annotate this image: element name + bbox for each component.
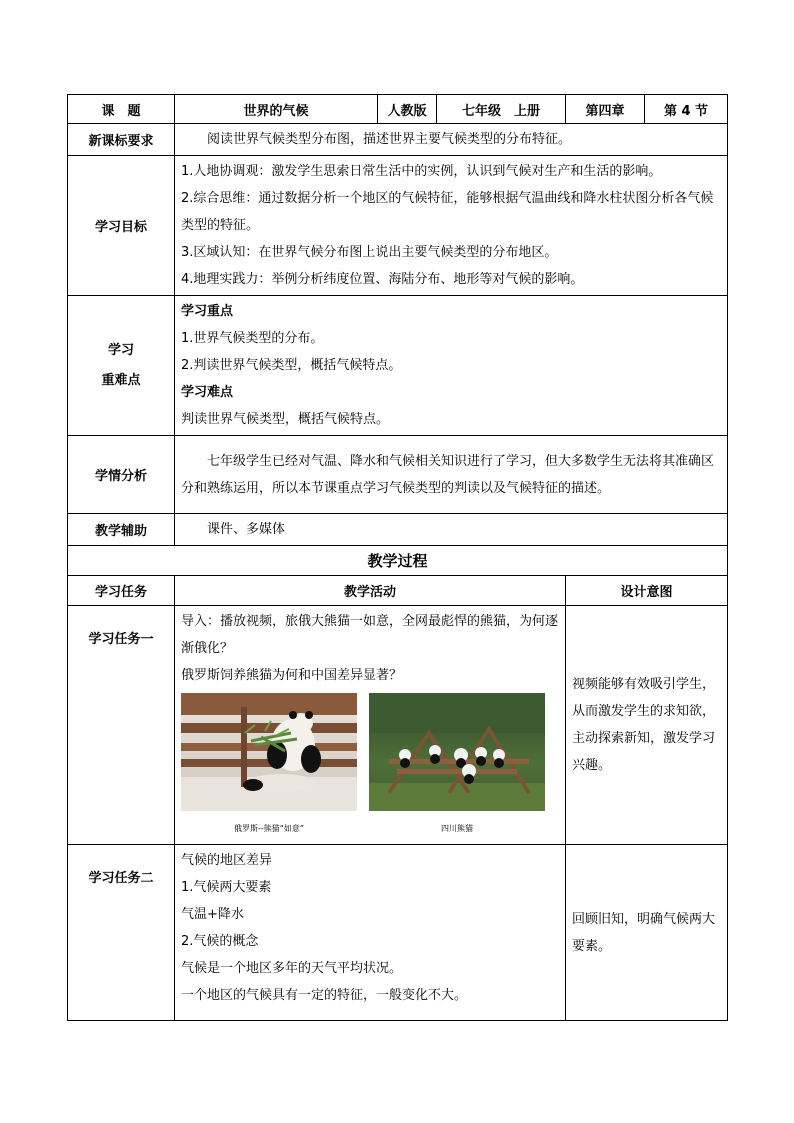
section: 第 4 节: [645, 95, 728, 124]
task2-line: 气候的地区差异: [181, 853, 273, 868]
analysis-label: 学情分析: [68, 436, 175, 514]
task2-label: 学习任务二: [68, 845, 175, 1021]
analysis-row: [68, 436, 728, 514]
process-title-row: [68, 546, 728, 576]
caption-russia: 俄罗斯--熊猫“如意”: [233, 824, 305, 833]
caption-sichuan: 四川熊猫: [441, 824, 473, 833]
process-title: 教学过程: [68, 546, 728, 576]
task2-line: 气温+降水: [181, 907, 244, 922]
lesson-plan-table: [67, 94, 728, 1021]
key-points-label: 学习 重难点: [68, 296, 175, 436]
task2-intent: 回顾旧知，明确气候两大要素。: [566, 845, 728, 1021]
objective-item: 1.人地协调观：激发学生思索日常生活中的实例，认识到气候对生产和生活的影响。: [181, 164, 662, 179]
aids-label: 教学辅助: [68, 514, 175, 546]
standards-row: [68, 124, 728, 156]
topic-label: 课 题: [68, 95, 175, 124]
photo-row: [181, 693, 559, 811]
aids-text: 课件、多媒体: [175, 514, 728, 546]
aids-row: [68, 514, 728, 546]
key-points-row: [68, 296, 728, 436]
analysis-text: 七年级学生已经对气温、降水和气候相关知识进行了学习，但大多数学生无法将其准确区分和熟练运用，所以本节课重点学习气候类型的判读以及气候特征的描述。: [175, 436, 728, 514]
difficulty-text: 判读世界气候类型，概括气候特点。: [181, 412, 390, 427]
task1-question: 俄罗斯饲养熊猫为何和中国差异显著？: [181, 668, 403, 683]
task2-line: 一个地区的气候具有一定的特征，一般变化不大。: [181, 988, 468, 1003]
task2-row: [68, 845, 728, 1021]
task1-intro: 导入：播放视频，旅俄大熊猫一如意，全网最彪悍的熊猫，为何逐渐俄化？: [181, 614, 559, 656]
task2-line: 1.气候两大要素: [181, 880, 272, 895]
standards-label: 新课标要求: [68, 124, 175, 156]
objectives-row: [68, 156, 728, 296]
task1-intent: 视频能够有效吸引学生，从而激发学生的求知欲，主动探索新知，激发学习兴趣。: [566, 606, 728, 845]
task2-line: 气候是一个地区多年的天气平均状况。: [181, 961, 403, 976]
task1-activity: [175, 606, 566, 845]
focus-title: 学习重点: [181, 304, 234, 319]
key-points-content: [175, 296, 728, 436]
header-row: [68, 95, 728, 124]
col-intent-header: 设计意图: [566, 576, 728, 606]
task2-line: 2.气候的概念: [181, 934, 259, 949]
process-header-row: [68, 576, 728, 606]
objective-item: 2.综合思维：通过数据分析一个地区的气候特征，能够根据气温曲线和降水柱状图分析各气候类型的特征。: [181, 191, 714, 233]
col-task-header: 学习任务: [68, 576, 175, 606]
objectives-label: 学习目标: [68, 156, 175, 296]
publisher: 人教版: [378, 95, 437, 124]
objectives-list: [175, 156, 728, 296]
chapter: 第四章: [566, 95, 645, 124]
focus-item: 2.判读世界气候类型，概括气候特点。: [181, 358, 402, 373]
objective-item: 3.区域认知：在世界气候分布图上说出主要气候类型的分布地区。: [181, 245, 558, 260]
panda-russia-photo: [181, 693, 357, 811]
standards-text: 阅读世界气候类型分布图，描述世界主要气候类型的分布特征。: [175, 124, 728, 156]
col-activity-header: 教学活动: [175, 576, 566, 606]
lesson-title: 世界的气候: [175, 95, 378, 124]
difficulty-title: 学习难点: [181, 385, 234, 400]
photo-captions: [181, 811, 559, 842]
task1-label: 学习任务一: [68, 606, 175, 845]
panda-sichuan-photo: [369, 693, 545, 811]
task1-row: [68, 606, 728, 845]
grade: 七年级 上册: [437, 95, 566, 124]
objective-item: 4.地理实践力：举例分析纬度位置、海陆分布、地形等对气候的影响。: [181, 272, 584, 287]
focus-item: 1.世界气候类型的分布。: [181, 331, 324, 346]
task2-activity: [175, 845, 566, 1021]
